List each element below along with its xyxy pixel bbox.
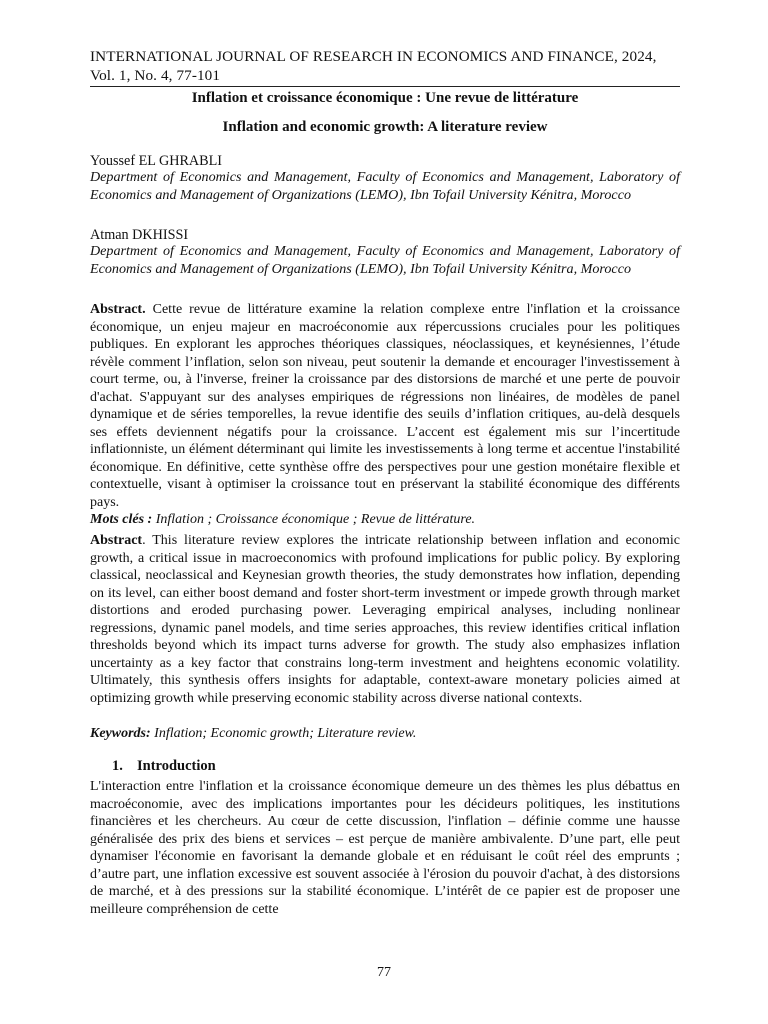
author-affiliation: Department of Economics and Management, Faculty of Economics and Management, Laboratory of Economics and Management of Organizations (LEMO), Ibn Tofail University Kénitra, Morocco	[90, 169, 680, 203]
page-number: 77	[377, 965, 391, 980]
abstract-label: Abstract	[90, 533, 143, 548]
author-name: Youssef EL GHRABLI	[90, 153, 223, 169]
author-affiliation: Department of Economics and Management, Faculty of Economics and Management, Laboratory of Economics and Management of Organizations (LEMO), Ibn Tofail University Kénitra, Morocco	[90, 243, 680, 277]
keywords-label: Mots clés :	[90, 512, 153, 527]
introduction-paragraph: L'interaction entre l'inflation et la croissance économique demeure un des thèmes les plus débattus en macroéconomie, avec des implications importantes pour les décideurs politiques, les institutions financières et les chercheurs. Au cœur de cette discussion, l'inflation – définie comme une hausse généralisée des prix des biens et services – est perçue de manière ambivalente. D’une part, elle peut dynamiser l'économie en favorisant la demande globale et en réduisant le coût réel des emprunts ; d’autre part, une inflation excessive est souvent associée à l'érosion du pouvoir d'achat, à des distorsions de marché, et à des pressions sur la stabilité économique. L’intérêt de ce papier est de proposer une meilleure compréhension de cette	[90, 779, 680, 917]
section-heading	[112, 757, 216, 775]
abstract-label: Abstract.	[90, 302, 146, 317]
section-number: 1.	[112, 758, 123, 774]
title-french: Inflation et croissance économique : Une revue de littérature	[191, 90, 579, 106]
author-name: Atman DKHISSI	[90, 227, 189, 243]
journal-volume: Vol. 1, No. 4, 77-101	[90, 67, 221, 84]
keywords-english	[90, 725, 680, 743]
abstract-english	[90, 532, 680, 707]
abstract-french	[90, 301, 680, 511]
keywords-text: Inflation; Economic growth; Literature review.	[154, 726, 417, 741]
abstract-text: . This literature review explores the intricate relationship between inflation and economic growth, a critical issue in macroeconomics with profound implications for public policy. By exploring classical, neoclassical and Keynesian growth theories, the study demonstrates how inflation, depending on its level, can either boost demand and foster short-term investment or impede growth through market distortions and eroded purchasing power. Leveraging empirical analyses, including nonlinear regressions, dynamic panel models, and time series approaches, this review identifies critical inflation thresholds beyond which its impact turns adverse for growth. The study also emphasizes inflation uncertainty as a key factor that constrains long-term investment and heightens economic volatility. Ultimately, this synthesis offers insights for adaptable, context-aware monetary policies aimed at optimizing growth while preserving economic stability across diverse national contexts.	[90, 533, 680, 706]
abstract-text: Cette revue de littérature examine la relation complexe entre l'inflation et la croissance économique, un enjeu majeur en macroéconomie aux répercussions cruciales pour les politiques publiques. En explorant les approches théoriques classiques, néoclassiques, et keynésiennes, l’étude révèle comment l’inflation, selon son niveau, peut soutenir la demande et encourager l'investissement à court terme, ou, à l'inverse, freiner la croissance par des distorsions de marché et une perte de pouvoir d'achat. S'appuyant sur des analyses empiriques de régressions non linéaires, de modèles de panel dynamique et de séries temporelles, la revue identifie des seuils d’inflation critiques, au-delà desquels ses effets deviennent négatifs pour la croissance. L’accent est également mis sur l’incertitude inflationniste, un élément déterminant qui limite les investissements à long terme et accentue l'instabilité économique. En définitive, cette synthèse offre des perspectives pour une gestion monétaire flexible et contextuelle, visant à optimiser la croissance tout en préservant la stabilité économique des différents pays.	[90, 302, 681, 510]
keywords-text: Inflation ; Croissance économique ; Revue de littérature.	[155, 512, 476, 527]
header-divider	[90, 86, 680, 87]
section-title: Introduction	[137, 758, 216, 774]
journal-header	[90, 47, 680, 85]
journal-name: INTERNATIONAL JOURNAL OF RESEARCH IN ECONOMICS AND FINANCE, 2024,	[90, 48, 657, 65]
keywords-french	[90, 511, 680, 529]
keywords-label: Keywords:	[90, 726, 151, 741]
title-english: Inflation and economic growth: A literature review	[222, 119, 548, 135]
